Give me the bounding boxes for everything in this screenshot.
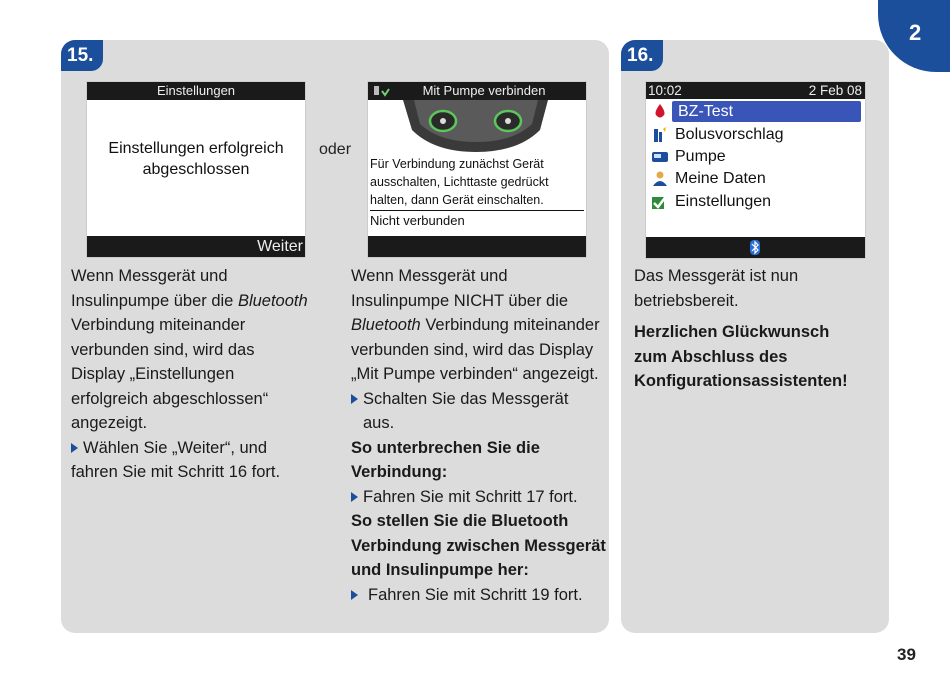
menu-item-meine-daten[interactable]: Meine Daten <box>650 168 861 189</box>
chapter-number: 2 <box>909 20 922 45</box>
text-column-right: Wenn Messgerät und Insulinpumpe NICHT über die Bluetooth Verbindung miteinander verbunden sind, wird das Display „Mit Pumpe verbinden“ angezeigt. Schalten Sie das Messgerät aus. So unterbrechen Sie die Verbindung: Fahren Sie mit Schritt 17 fort. So stellen Sie die Bluetooth Verbindung zwischen Messgerät und Insulinpumpe her: Fahren Sie mit Schritt 19 fort. <box>351 264 609 607</box>
bullet-triangle-icon <box>351 590 358 600</box>
pump-icon <box>652 149 668 164</box>
bullet-triangle-icon <box>71 443 78 453</box>
softkey-bar <box>368 236 586 257</box>
softkey-bar <box>646 237 865 258</box>
menu-item-pumpe[interactable]: Pumpe <box>650 146 861 167</box>
screen-title-bar <box>368 82 586 100</box>
connect-instructions: Für Verbindung zunächst Gerät ausschalten, Lichttaste gedrückt halten, dann Gerät einschalten. <box>370 155 584 211</box>
screen-main-menu <box>645 81 866 259</box>
screen-connect-pump <box>367 81 587 258</box>
text-column-step16: Das Messgerät ist nun betriebsbereit. Herzlichen Glückwunsch zum Abschluss des Konfigurationsassistenten! <box>634 267 848 390</box>
my-data-icon <box>652 171 668 186</box>
date: 2 Feb 08 <box>808 83 862 98</box>
instruction-bullet: Wählen Sie „Weiter“, und <box>71 436 329 461</box>
status-bar <box>646 82 865 99</box>
bolus-advice-icon <box>652 127 668 142</box>
instruction-bullet: Schalten Sie das Messgerät <box>351 387 609 412</box>
menu-item-einstellungen[interactable]: Einstellungen <box>650 191 861 212</box>
weiter-button[interactable]: Weiter <box>257 238 303 255</box>
bullet-triangle-icon <box>351 492 358 502</box>
meter-pump-icon <box>374 85 390 97</box>
pump-device-illustration <box>368 100 586 155</box>
instruction-bullet: Fahren Sie mit Schritt 17 fort. <box>351 485 609 510</box>
softkey-bar <box>87 236 305 257</box>
settings-check-icon <box>652 194 668 209</box>
clock: 10:02 <box>648 83 682 98</box>
step-15-badge: 15. <box>61 40 103 71</box>
text-column-left: Wenn Messgerät und Insulinpumpe über die Bluetooth Verbindung miteinander verbunden sind, wird das Display „Einstellungen erfolgreich abgeschlossen“ angezeigt. Wählen Sie „Weiter“, und fahren Sie mit Schritt 16 fort. <box>71 264 329 485</box>
screen-message: Einstellungen erfolgreich abgeschlossen <box>108 140 284 178</box>
step-16-panel <box>621 40 889 633</box>
menu-item-bz-test[interactable]: BZ-Test <box>650 101 861 122</box>
step-15-panel <box>61 40 609 633</box>
screen-settings-complete <box>86 81 306 258</box>
bluetooth-icon <box>750 240 760 258</box>
menu-item-bolusvorschlag[interactable]: Bolusvorschlag <box>650 124 861 145</box>
connection-status: Nicht verbunden <box>370 213 465 228</box>
screen-title: Einstellungen <box>156 83 236 98</box>
page-number: 39 <box>897 645 916 664</box>
step-16-badge: 16. <box>621 40 663 71</box>
blood-drop-icon <box>652 104 668 119</box>
screen-title: Mit Pumpe verbinden <box>422 83 546 98</box>
instruction-bullet: Fahren Sie mit Schritt 19 fort. <box>351 583 609 608</box>
or-label: oder <box>319 141 352 158</box>
screen-title-bar <box>87 82 305 100</box>
bullet-triangle-icon <box>351 394 358 404</box>
